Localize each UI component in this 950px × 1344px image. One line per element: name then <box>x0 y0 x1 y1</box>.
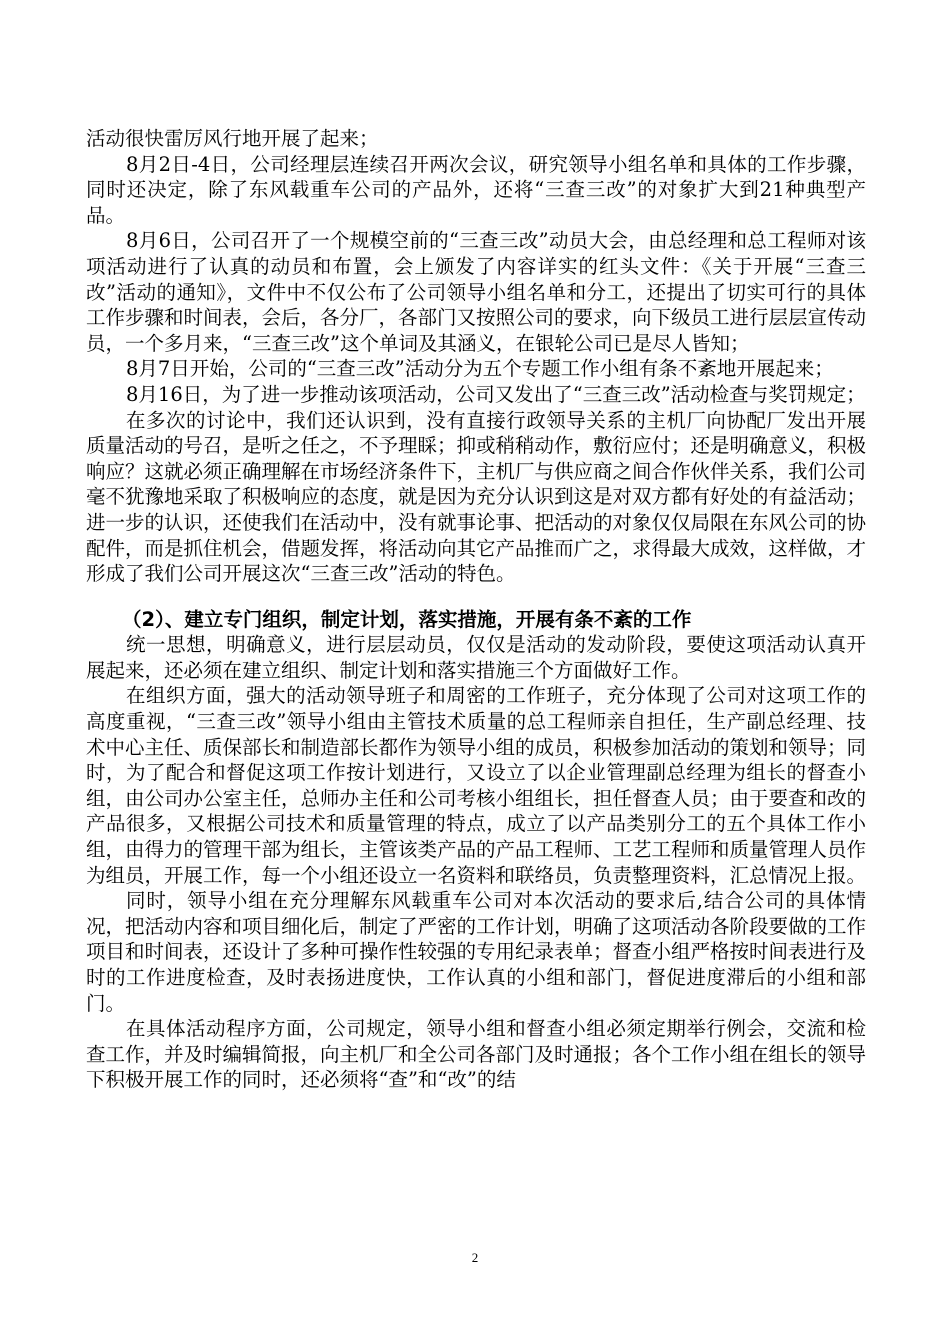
paragraph-planning: 同时，领导小组在充分理解东风载重车公司对本次活动的要求后,结合公司的具体情况，把活动内容和项目细化后，制定了严密的工作计划，明确了这项活动各阶段要做的工作项目和时间表，还设计了多种可操作性较强的专用纪录表单；督查小组严格按时间表进行及时的工作进度检查，及时表扬进度快，工作认真的小组和部门，督促进度滞后的小组和部门。 <box>86 889 867 1015</box>
page-number: 2 <box>471 1250 479 1265</box>
section-spacer <box>86 587 866 607</box>
paragraph-aug6: 8月6日，公司召开了一个规模空前的“三查三改”动员大会，由总经理和总工程师对该项活动进行了认真的动员和布置，会上颁发了内容详实的红头文件：《关于开展“三查三改”活动的通知》，文件中不仅公布了公司领导小组名单和分工，还提出了切实可行的具体工作步骤和时间表，会后，各分厂，各部门又按照公司的要求，向下级员工进行层层宣传动员，一个多月来，“三查三改”这个单词及其涵义，在银轮公司已是尽人皆知； <box>86 229 867 355</box>
document-body <box>86 126 866 1093</box>
paragraph-procedure: 在具体活动程序方面，公司规定，领导小组和督查小组必须定期举行例会，交流和检查工作，并及时编辑简报，向主机厂和全公司各部门及时通报；各个工作小组在组长的领导下积极开展工作的同时，还必须将“查”和“改”的结 <box>86 1017 867 1092</box>
paragraph-continuation: 活动很快雷厉风行地开展了起来； <box>86 127 379 150</box>
paragraph-discussion: 在多次的讨论中，我们还认识到，没有直接行政领导关系的主机厂向协配厂发出开展质量活动的号召，是听之任之，不予理睬；抑或稍稍动作，敷衍应付；还是明确意义，积极响应？这就必须正确理解在市场经济条件下，主机厂与供应商之间合作伙伴关系，我们公司毫不犹豫地采取了积极响应的态度，就是因为充分认识到这是对双方都有好处的有益活动；进一步的认识，还使我们在活动中，没有就事论事、把活动的对象仅仅局限在东风公司的协配件，而是抓住机会，借题发挥，将活动向其它产品推而广之，求得最大成效，这样做，才形成了我们公司开展这次“三查三改”活动的特色。 <box>86 408 867 586</box>
section-heading: （2）、建立专门组织，制定计划，落实措施，开展有条不紊的工作 <box>122 607 692 631</box>
paragraph-aug2: 8月2日-4日，公司经理层连续召开两次会议，研究领导小组名单和具体的工作步骤，同时还决定，除了东风载重车公司的产品外，还将“三查三改”的对象扩大到21种典型产品。 <box>86 152 866 227</box>
paragraph-aug16: 8月16日，为了进一步推动该项活动，公司又发出了“三查三改”活动检查与奖罚规定； <box>126 382 866 406</box>
paragraph-unify: 统一思想，明确意义，进行层层动员，仅仅是活动的发动阶段，要使这项活动认真开展起来，还必须在建立组织、制定计划和落实措施三个方面做好工作。 <box>86 633 866 682</box>
paragraph-aug7: 8月7日开始，公司的“三查三改”活动分为五个专题工作小组有条不紊地开展起来； <box>126 357 834 381</box>
paragraph-organization: 在组织方面，强大的活动领导班子和周密的工作班子，充分体现了公司对这项工作的高度重视，“三查三改”领导小组由主管技术质量的总工程师亲自担任，生产副总经理、技术中心主任、质保部长和制造部长都作为领导小组的成员，积极参加活动的策划和领导；同时，为了配合和督促这项工作按计划进行，又设立了以企业管理副总经理为组长的督查小组，由公司办公室主任，总师办主任和公司考核小组组长，担任督查人员；由于要查和改的产品很多，又根据公司技术和质量管理的特点，成立了以产品类别分工的五个具体工作小组，由得力的管理干部为组长，主管该类产品的产品工程师、工艺工程师和质量管理人员作为组员，开展工作，每一个小组还设立一名资料和联络员，负责整理资料，汇总情况上报。 <box>86 684 867 887</box>
